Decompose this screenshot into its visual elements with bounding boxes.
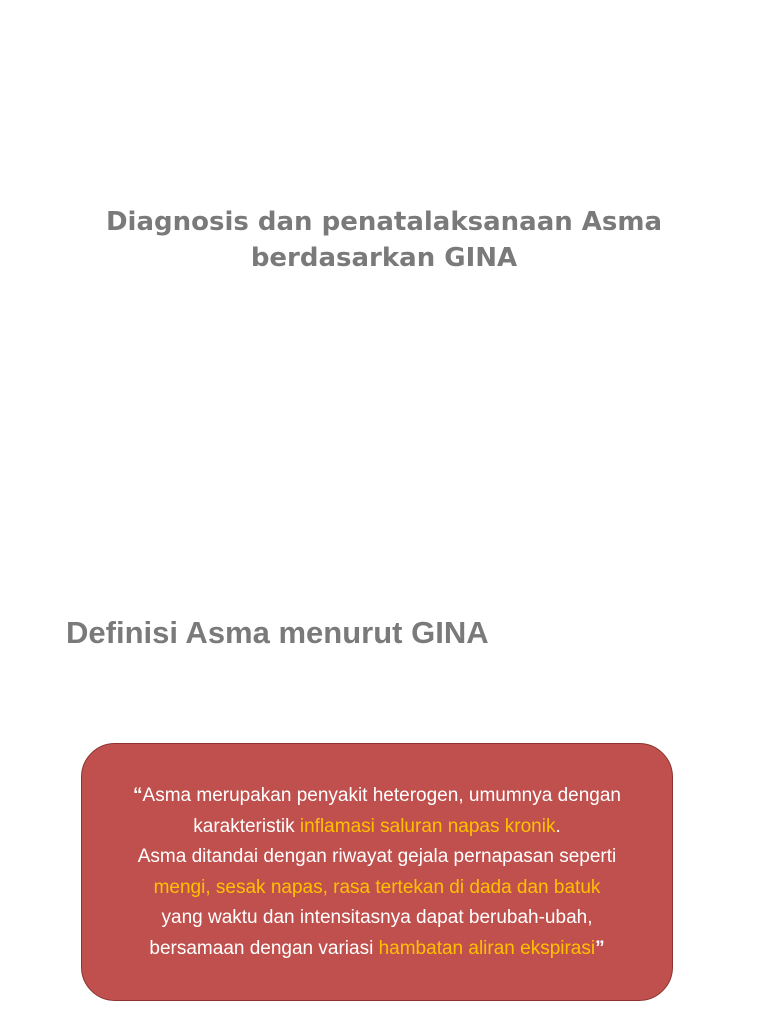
- close-quote-mark: ”: [595, 937, 605, 959]
- quote-line-3: Asma ditandai dengan riwayat gejala pernapasan seperti: [137, 846, 617, 867]
- definition-quote-text: [96, 781, 658, 964]
- presentation-title: [60, 204, 708, 276]
- open-quote-mark: “: [133, 785, 143, 806]
- presentation-title-line-1: Diagnosis dan penatalaksanaan Asma: [105, 207, 663, 237]
- quote-line-5: yang waktu dan intensitasnya dapat berubah-ubah,: [161, 907, 593, 928]
- highlight-chronic-airway-inflammation: inflamasi saluran napas kronik: [299, 815, 556, 837]
- quote-line-6-prefix: bersamaan dengan variasi: [149, 937, 379, 959]
- highlight-expiratory-limitation: hambatan aliran ekspirasi: [378, 937, 596, 959]
- quote-line-2-suffix: .: [555, 815, 561, 837]
- definition-quote-box: [81, 743, 673, 1001]
- presentation-title-line-2: berdasarkan GINA: [250, 243, 518, 273]
- quote-line-2-prefix: karakteristik: [193, 815, 300, 837]
- highlight-symptoms: mengi, sesak napas, rasa tertekan di dada dan batuk: [153, 876, 601, 898]
- quote-line-1: Asma merupakan penyakit heterogen, umumnya dengan: [142, 785, 621, 806]
- slide-heading: Definisi Asma menurut GINA: [66, 615, 489, 650]
- slide-definition: [0, 575, 768, 1024]
